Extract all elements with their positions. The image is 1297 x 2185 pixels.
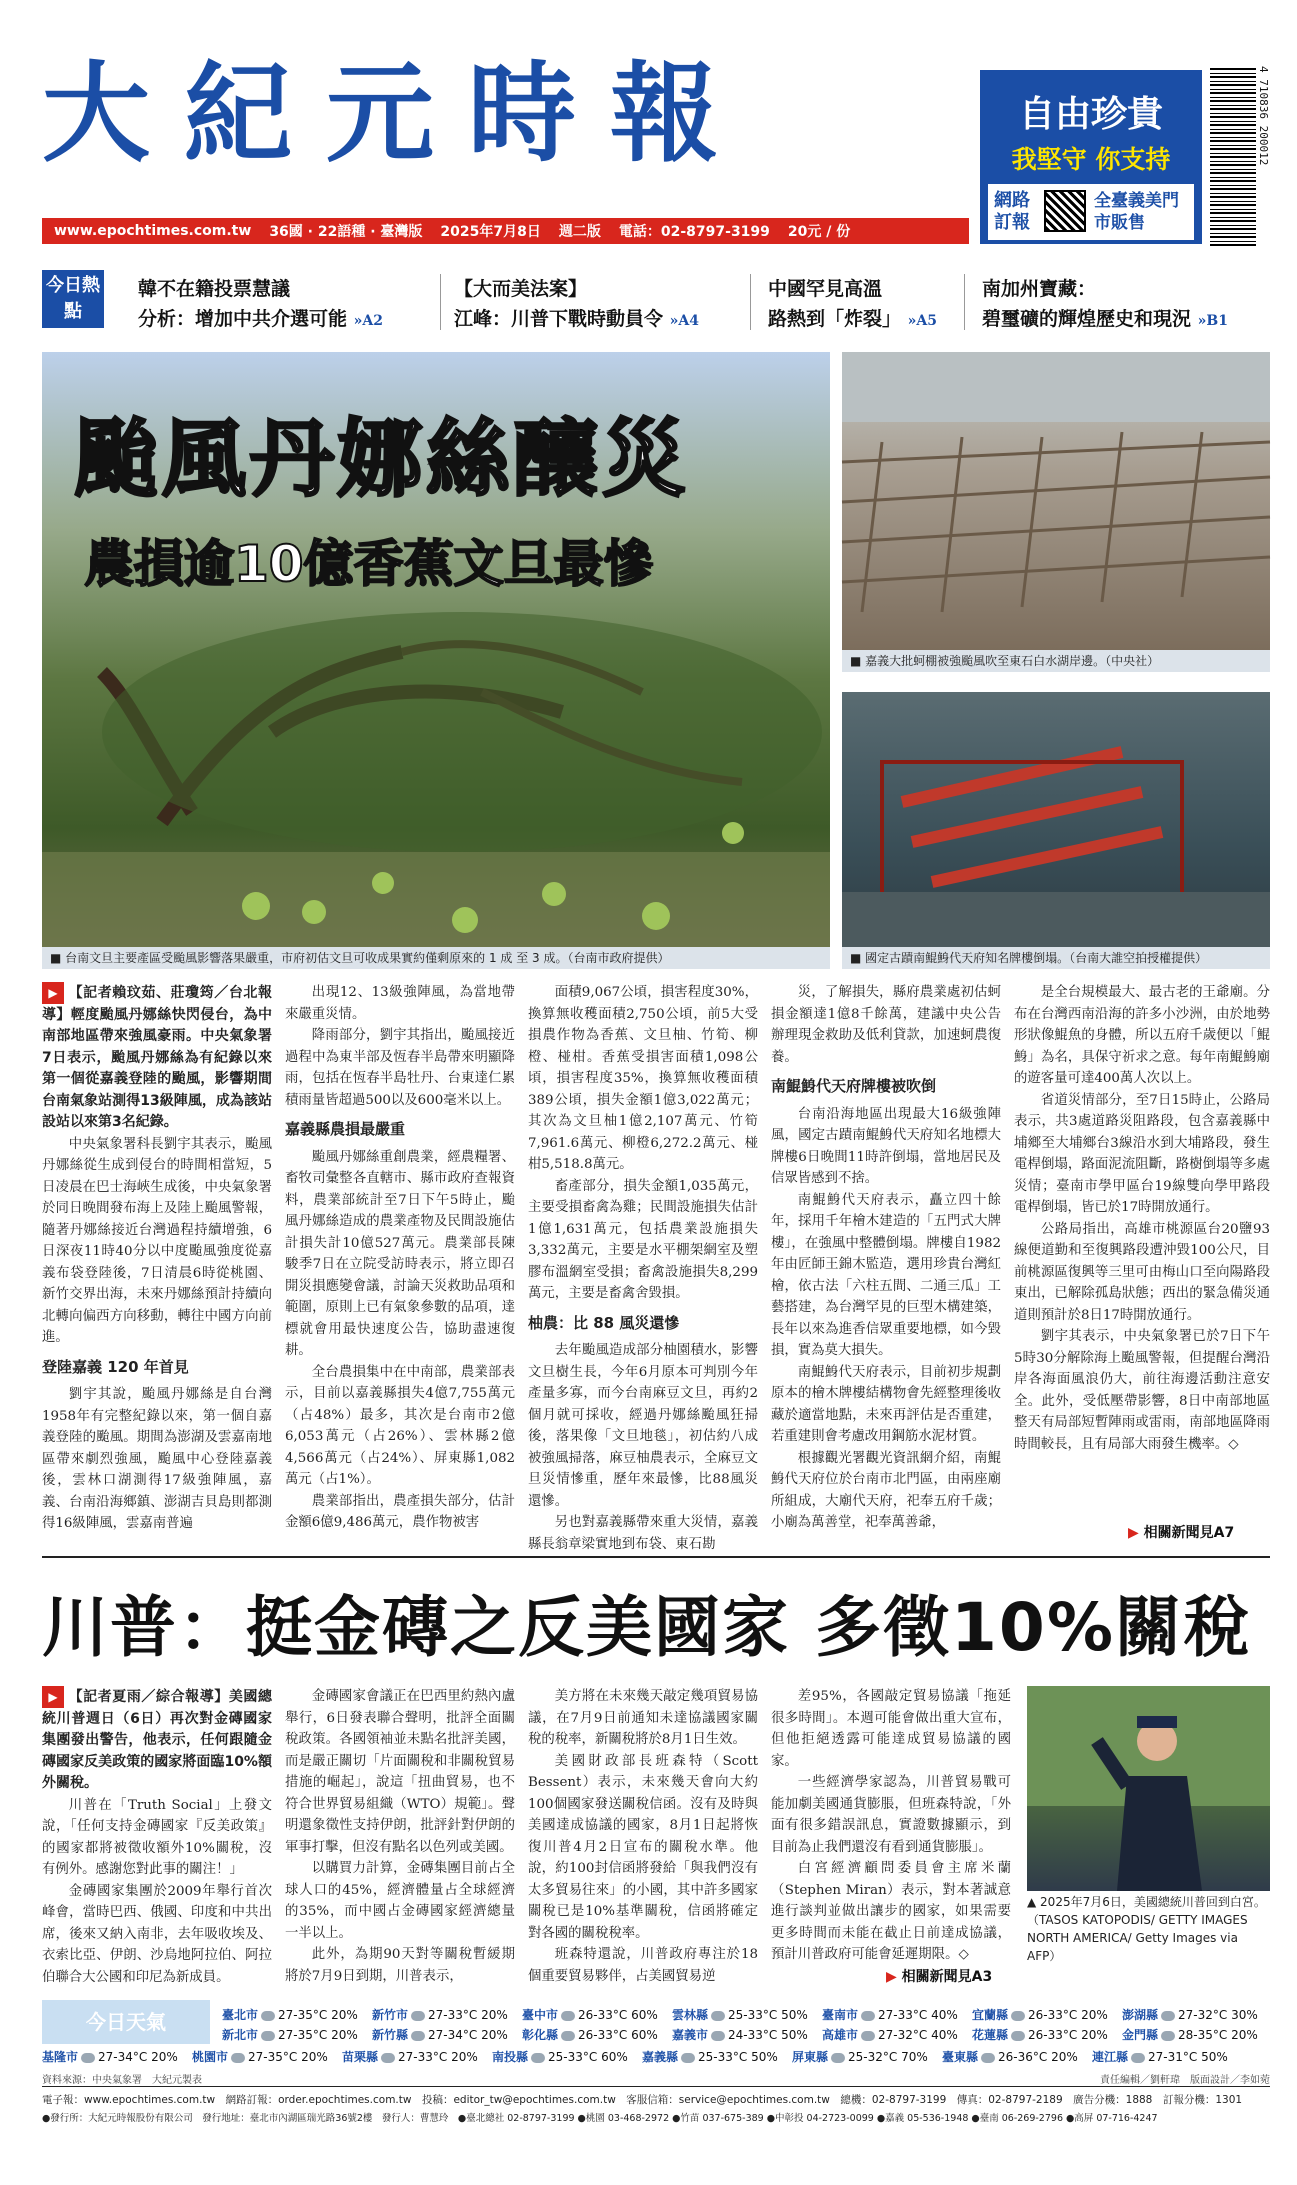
promo-store-label: 全臺義美門市販售 [1094,191,1179,233]
weather-cell [222,2004,358,2026]
weather-rain: 60% [631,2028,658,2042]
weather-cell [522,2024,658,2046]
oyster-photo-caption: ■ 嘉義大批蚵棚被強颱風吹至東石白水湖岸邊。（中央社） [842,650,1270,672]
weather-city: 新竹市 [372,2008,409,2022]
weather-temp: 27-31°C [1148,2050,1198,2064]
paragraph: 面積9,067公頃，損害程度30%，換算無收穫面積2,750公頃，前5大受損農作物為香蕉、文旦柚、竹筍、柳橙、椪柑。香蕉受損害面積1,098公頃，損害程度35%，換算無收穫面積389公頃，損失金額1億3,022萬元；其次為文旦柚1億2,107萬元、竹筍7,961.6萬元、柳橙6,272.2萬元、椪柑5,518.8萬元。 [528,985,758,1172]
weather-city: 連江縣 [1092,2050,1129,2064]
weather-temp: 26-33°C [578,2008,628,2022]
today-badge: 今日熱點 [42,270,104,328]
weather-temp: 26-33°C [1028,2028,1078,2042]
paragraph: 去年颱風造成部分柚園積水，影響文旦樹生長，今年6月原本可判別今年產量多寡，而今台南麻豆文旦，再約2個月就可採收，經過丹娜絲颱風狂掃後，落果像「文旦地毯」，初估約八成被強風掃落，麻豆柚農表示，全麻豆文旦災情慘重，歷年來最慘，比88風災還慘。 [528,1343,758,1509]
weather-cell [342,2046,478,2068]
paragraph: 災，了解損失，縣府農業處初估蚵損金額達1億8千餘萬，建議中央公告辦理現金救助及低利貸款，加速蚵農復養。 [771,985,1001,1065]
article-marker-icon: ▶ [42,1686,64,1708]
weather-city: 新北市 [222,2028,259,2042]
weather-city: 臺中市 [522,2008,559,2022]
typhoon-article-col4 [771,982,1001,1532]
trump-headline: 川普：挺金磚之反美國家 多徵10%關稅 [42,1589,1251,1666]
highlight-line2: 碧璽礦的輝煌歷史和現況 [982,308,1192,330]
weather-city: 桃園市 [192,2050,229,2064]
weather-temp: 28-35°C [1178,2028,1228,2042]
cloud-icon [561,2011,575,2021]
weather-cell [972,2004,1108,2026]
highlight-page: A4 [678,313,699,329]
related-link-text: 相關新聞見A7 [1143,1525,1235,1541]
paragraph: 美方將在未來幾天敲定幾項貿易協議，在7月9日前通知未達協議國家關稅的稅率，新關稅將於8月1日生效。 [528,1689,758,1747]
contact-phone: 電話：02-8797-3199 [618,224,770,240]
weather-city: 基隆市 [42,2050,79,2064]
cloud-icon [861,2011,875,2021]
paragraph: 此外，為期90天對等關稅暫緩期將於7月9日到期，川普表示， [285,1947,515,1984]
weather-city: 屏東縣 [792,2050,829,2064]
weather-cell [672,2024,808,2046]
weather-city: 臺南市 [822,2008,859,2022]
article-marker-icon: ▶ [42,982,64,1004]
masthead-title: 大紀元時報 [42,52,753,177]
highlight-item[interactable]: 南加州寶藏： 碧璽礦的輝煌歷史和現況 »B1 [982,274,1228,336]
paragraph: 根據觀光署觀光資訊網介紹，南鯤鯓代天府位於台南市北門區，由兩座廟所組成，大廟代天府，祀奉五府千歲；小廟為萬善堂，祀奉萬善爺， [771,1450,1001,1530]
cloud-icon [1011,2011,1025,2021]
paragraph: 另也對嘉義縣帶來重大災情，嘉義縣長翁章梁實地到布袋、東石勘 [528,1515,758,1552]
promo-slogan: 自由珍貴 [1018,94,1163,135]
oyster-racks-illustration [842,352,1270,650]
weather-city: 花蓮縣 [972,2028,1009,2042]
weather-city: 南投縣 [492,2050,529,2064]
oyster-racks-photo [842,352,1270,650]
weather-city: 臺東縣 [942,2050,979,2064]
weather-city: 嘉義市 [672,2028,709,2042]
issue-date: 2025年7月8日 [440,224,541,240]
paragraph: 全台農損集中在中南部，農業部表示，目前以嘉義縣損失4億7,755萬元（占48%）最多，其次是台南市2億6,053萬元（占26%）、雲林縣2億4,566萬元（占24%）、屏東縣1,082萬元（占1%）。 [285,1364,515,1487]
paragraph: 班森特還說，川普政府專注於18個重要貿易夥伴，占美國貿易逆 [528,1947,758,1984]
person-illustration [1027,1686,1270,1891]
typhoon-subhead: 農損逾10億香蕉文旦最慘 [84,535,654,593]
paragraph: 中央氣象署科長劉宇其表示，颱風丹娜絲從生成到侵台的時間相當短，5日凌晨在巴士海峽生成後，中央氣象署於同日晚間發布海上及陸上颱風警報，隨著丹娜絲接近台灣過程持續增強，6日深夜11時40分以中度颱風強度從嘉義布袋登陸後，7日清晨6時從桃園、新竹交界出海，未來丹娜絲預計持續向北轉向偏西方向移動，轉往中國方向前進。 [42,1136,272,1345]
weather-rain: 60% [601,2050,628,2064]
weather-temp: 27-32°C [1178,2008,1228,2022]
paragraph: 劉宇其說，颱風丹娜絲是自台灣1958年有完整紀錄以來，第一個自嘉義登陸的颱風。期間為澎湖及雲嘉南地區帶來劇烈強風，颱風中心登陸嘉義後，雲林口湖測得17級強陣風，嘉義、台南沿海鄉鎮、澎湖吉貝島則都測得16級陣風，雲嘉南普遍 [42,1387,272,1531]
paragraph: 差95%，各國敲定貿易協議「拖延很多時間」。本週可能會做出重大宣布，但他拒絕透露可能達成貿易協議的國家。 [771,1689,1011,1769]
weather-city: 金門縣 [1122,2028,1159,2042]
trump-article-col4 [771,1686,1011,1966]
weather-city: 彰化縣 [522,2028,559,2042]
weather-cell [942,2046,1078,2068]
weather-temp: 27-35°C [248,2050,298,2064]
pomelo-fruit [242,892,270,920]
paragraph: 以購買力計算，金磚集團目前占全球人口的45%，經濟體量占全球經濟的35%，而中國占金磚國家經濟總量一半以上。 [285,1861,515,1941]
cloud-icon [831,2053,845,2063]
highlight-line1: 韓不在籍投票慧議 [138,278,291,300]
paragraph: 川普在「Truth Social」上發文說，「任何支持金磚國家『反美政策』的國家都將被徵收額外10%關稅，沒有例外。感謝您對此事的關注！」 [42,1797,272,1877]
weather-rain: 40% [931,2008,958,2022]
cloud-icon [681,2053,695,2063]
paragraph: 南鯤鯓代天府表示，矗立四十餘年，採用千年檜木建造的「五門式大牌樓」，在強風中整體倒塌。牌樓自1982年由匠師王錦木監造，選用珍貴台灣紅檜，依古法「六柱五間、二通三瓜」工藝搭建，為台灣罕見的巨型木構建築，長年以來為進香信眾重要地標，如今毀損，實為莫大損失。 [771,1192,1001,1358]
cloud-icon [261,2011,275,2021]
weather-cell [1122,2024,1258,2046]
weather-cell [372,2024,508,2046]
weather-temp: 27-35°C [278,2008,328,2022]
typhoon-headline: 颱風丹娜絲釀災 [74,410,691,508]
weather-source: 資料來源：中央氣象署 大紀元製表 [42,2075,202,2086]
weather-city: 嘉義縣 [642,2050,679,2064]
pomelo-fruit [642,902,670,930]
weather-cell [1122,2004,1258,2026]
weather-cell [672,2004,808,2026]
promo-tagline: 我堅守 你支持 [1011,145,1171,174]
highlight-line1: 南加州寶藏： [982,278,1097,300]
related-link-text: 相關新聞見A3 [901,1969,993,1985]
weather-rain: 60% [631,2008,658,2022]
cloud-icon [1161,2031,1175,2041]
weather-rain: 20% [481,2028,508,2042]
typhoon-article-col1 [42,982,272,1532]
weather-temp: 25-33°C [698,2050,748,2064]
paragraph: 台南沿海地區出現最大16級強陣風，國定古蹟南鯤鯓代天府知名地標大牌樓6日晚間11時許倒塌，當地居民及信眾皆感到不捨。 [771,1106,1001,1186]
typhoon-article-col3 [528,982,758,1552]
cloud-icon [981,2053,995,2063]
cloud-icon [711,2031,725,2041]
highlight-line2: 江峰：川普下戰時動員令 [454,308,664,330]
trump-related-link[interactable] [886,1966,992,1986]
divider [750,274,751,330]
paragraph: 美國財政部長班森特（Scott Bessent）表示，未來幾天會向大約100個國家發送關稅信函。沒有及時與美國達成協議的國家，8月1日起將恢復川普4月2日宣布的關稅水準。他說，約100封信函將發給「與我們沒有太多貿易往來」的小國，其中許多國家關稅已是10%基準關稅，信函將確定對各國的關稅稅率。 [528,1753,758,1941]
highlight-item[interactable]: 【大而美法案】 江峰：川普下戰時動員令 »A4 [454,274,699,336]
footer-publisher: ●發行所：大紀元時報股份有限公司 發行地址：臺北市內湖區瑞光路36號2樓 發行人：曹慧玲 ●臺北總社 02-8797-3199 ●桃園 03-468-2972 ●竹苗 037-675-389 ●中彰投 04-2723-0099 ●嘉義 05-536-1948 ●臺南 06-269-2796 ●高屏 07-716-4247 [42,2113,1158,2124]
issue-weekday: 週二版 [558,224,601,240]
weather-cell [972,2024,1108,2046]
weather-cell [222,2024,358,2046]
collapsed-archway-illustration [842,692,1270,947]
weather-cell [1092,2046,1228,2068]
highlight-item[interactable]: 中國罕見高溫 路熱到「炸裂」 »A5 [768,274,937,336]
paragraph: 出現12、13級強陣風，為當地帶來嚴重災情。 [285,985,515,1022]
weather-temp: 25-33°C [728,2008,778,2022]
weather-rain: 30% [1231,2008,1258,2022]
weather-label: 今日天氣 [42,2000,210,2044]
cloud-icon [861,2031,875,2041]
highlight-line1: 【大而美法案】 [454,278,588,300]
paragraph: 白宮經濟顧問委員會主席米蘭（Stephen Miran）表示，對本著誠意進行談判並做出讓步的國家，如果需要更多時間而未能在截止日前達成協議，預計川普政府可能會延遲期限。◇ [771,1861,1011,1962]
weather-cell [822,2004,958,2026]
section-subhead: 柚農：比 88 風災還慘 [528,1313,680,1332]
today-highlights [42,262,1270,332]
highlight-line2: 路熱到「炸裂」 [768,308,902,330]
weather-rain: 20% [151,2050,178,2064]
paragraph: 金磚國家會議正在巴西里約熱內盧舉行，6日發表聯合聲明，批評全面關稅政策。各國領袖並未點名批評美國，而是嚴正關切「片面關稅和非關稅貿易措施的崛起」，說這「扭曲貿易，也不符合世界貿易組織（WTO）規範」。聲明還象徵性支持伊朗，批評針對伊朗的軍事打擊，但沒有點名以色列或美國。 [285,1689,515,1855]
weather-temp: 26-33°C [1028,2008,1078,2022]
promo-online-label: 網路訂報 [994,190,1030,233]
weather-rain: 50% [781,2028,808,2042]
typhoon-related-link[interactable] [1128,1522,1234,1542]
weather-cell [492,2046,628,2068]
pomelo-fruit [542,882,566,906]
weather-city: 臺北市 [222,2008,259,2022]
cloud-icon [411,2011,425,2021]
page-editors: 責任編輯／劉軒瑋 版面設計／李如菀 [1100,2075,1270,2086]
trump-article-col3 [528,1686,758,1986]
weather-temp: 27-34°C [98,2050,148,2064]
weather-city: 雲林縣 [672,2008,709,2022]
divider [440,274,441,330]
typhoon-article-col2 [285,982,515,1532]
weather-cell [822,2024,958,2046]
trump-lead: 【記者夏雨／綜合報導】美國總統川普週日（6日）再次對金磚國家集團發出警告，他表示，任何跟隨金磚國家反美政策的國家將面臨10%額外關稅。 [42,1689,272,1791]
cloud-icon [1161,2011,1175,2021]
cloud-icon [231,2053,245,2063]
weather-city: 新竹縣 [372,2028,409,2042]
weather-temp: 26-33°C [578,2028,628,2042]
qr-code-icon[interactable] [1044,190,1086,232]
weather-rain: 20% [1051,2050,1078,2064]
cloud-icon [411,2031,425,2041]
subscription-promo[interactable] [980,70,1202,244]
weather-temp: 25-33°C [548,2050,598,2064]
weather-cell [522,2004,658,2026]
weather-rain: 50% [1201,2050,1228,2064]
highlight-page: B1 [1206,313,1228,329]
cloud-icon [531,2053,545,2063]
footer-contacts: 電子報：www.epochtimes.com.tw 網路訂報：order.epochtimes.com.tw 投稿：editor_tw@epochtimes.com.tw 客服信箱：service@epochtimes.com.tw 總機：02-8797-3199 傳真：02-8797-2189 廣告分機：1888 訂報分機：1301 [42,2094,1243,2106]
weather-rain: 70% [901,2050,928,2064]
highlight-line1: 中國罕見高溫 [768,278,883,300]
trump-photo [1027,1686,1270,1891]
paragraph: 金磚國家集團於2009年舉行首次峰會，當時巴西、俄國、印度和中共出席，後來又納入南非，去年吸收埃及、衣索比亞、伊朗、沙烏地阿拉伯、阿拉伯聯合大公國和印尼為新成員。 [42,1883,272,1985]
weather-rain: 50% [751,2050,778,2064]
archway-photo-caption: ■ 國定古蹟南鯤鯓代天府知名牌樓倒塌。（台南大誰空拍授權提供） [842,947,1270,969]
weather-rain: 20% [481,2008,508,2022]
issue-price: 20元 / 份 [787,224,851,240]
weather-cell [792,2046,928,2068]
weather-temp: 27-35°C [278,2028,328,2042]
weather-temp: 24-33°C [728,2028,778,2042]
paragraph: 降雨部分，劉宇其指出，颱風接近過程中為東半部及恆春半島帶來明顯降雨，包括在恆春半島牡丹、台東達仁累積雨量皆超過500以及600毫米以上。 [285,1028,515,1108]
weather-cell [192,2046,328,2068]
weather-city: 宜蘭縣 [972,2008,1009,2022]
paragraph: 劉宇其表示，中央氣象署已於7日下午5時30分解除海上颱風警報，但提醒台灣沿岸各海面風浪仍大，前往海邊活動注意安全。此外，受低壓帶影響，8日中南部地區整天有局部短暫陣雨或雷雨，南部地區降雨時間較長，且有局部大雨發生機率。◇ [1014,1329,1270,1452]
chevron-right-icon: ▶ [886,1969,897,1985]
barcode-icon [1210,66,1256,246]
main-photo-caption: ■ 台南文旦主要產區受颱風影響落果嚴重，市府初估文旦可收成果實約僅剩原來的 1 成 至 3 成。（台南市政府提供） [42,947,830,969]
trump-article-col1 [42,1686,272,1986]
weather-rain: 20% [331,2028,358,2042]
chevron-right-icon: ▶ [1128,1525,1139,1541]
weather-temp: 25-32°C [848,2050,898,2064]
weather-rain: 20% [1231,2028,1258,2042]
highlight-line2: 分析：增加中共介選可能 [138,308,348,330]
edition-info: 36國 · 22語種 · 臺灣版 [269,224,423,240]
cloud-icon [81,2053,95,2063]
paragraph: 是全台規模最大、最古老的王爺廟。分布在台灣西南沿海的許多小沙洲，由於地勢形狀像鯤魚的身體，所以五府千歲便以「鯤鯓」為名，具保守祈求之意。每年南鯤鯓廟的遊客量可達400萬人次以上。 [1014,985,1270,1086]
cloud-icon [381,2053,395,2063]
paragraph: 畜產部分，損失金額1,035萬元，主要受損畜禽為雞；民間設施損失估計1億1,631萬元，包括農業設施損失3,332萬元，主要是水平棚架網室及塑膠布溫網室受損；畜禽設施損失8,299萬元，主要是畜禽舍毀損。 [528,1178,758,1301]
trump-article-col2 [285,1686,515,1986]
section-subhead: 南鯤鯓代天府牌樓被吹倒 [771,1077,937,1095]
weather-rain: 20% [301,2050,328,2064]
pomelo-fruit [372,872,394,894]
cloud-icon [261,2031,275,2041]
section-subhead: 嘉義縣農損最嚴重 [285,1120,406,1138]
masthead-info-bar [42,218,969,244]
weather-rain: 50% [781,2008,808,2022]
paragraph: 南鯤鯓代天府表示，目前初步規劃原本的檜木牌樓結構物會先經整理後收藏於適當地點，未來再評估是否重建，若重建則會考慮改用鋼筋水泥材質。 [771,1364,1001,1444]
weather-temp: 26-36°C [998,2050,1048,2064]
weather-rain: 20% [1081,2028,1108,2042]
section-divider [42,1556,1270,1558]
weather-rain: 20% [1081,2008,1108,2022]
section-subhead: 登陸嘉義 120 年首見 [42,1357,189,1376]
paragraph: 省道災情部分，至7日15時止，公路局表示，共3處道路災阻路段，包含嘉義縣中埔鄉至大埔鄉台3線沿水到大埔路段，發生電桿倒塌，路面泥流阻斷，路樹倒塌等多處災情；臺南市學甲區台19線雙向學甲路段電桿倒塌，皆已於17時開放通行。 [1014,1092,1270,1215]
weather-temp: 27-34°C [428,2028,478,2042]
trump-photo-caption: ▲ 2025年7月6日，美國總統川普回到白宮。（TASOS KATOPODIS/ GETTY IMAGES NORTH AMERICA/ Getty Images via AFP） [1027,1895,1266,1963]
barcode-number: 4 710836 200012 [1257,66,1270,166]
weather-cell [42,2046,178,2068]
weather-city: 高雄市 [822,2028,859,2042]
paragraph: 公路局指出，高雄市桃源區台20鹽93線便道勤和至復興路段遭沖毀100公尺，目前桃源區復興等三里可由梅山口至向陽路段東出，已解除孤島狀態；西出的緊急備災通道則預計於8日17時開放通行。 [1014,1221,1270,1323]
typhoon-lead: 【記者賴玟茹、莊瓊筠／台北報導】輕度颱風丹娜絲快閃侵台，為中南部地區帶來強風豪雨。中央氣象署7日表示，颱風丹娜絲為有紀錄以來第一個從嘉義登陸的颱風，影響期間台南氣象站測得13級陣風，成為該站設站以來第3名紀錄。 [42,985,272,1130]
typhoon-main-photo [42,352,830,947]
highlight-item[interactable]: 韓不在籍投票慧議 分析：增加中共介選可能 »A2 [138,274,383,336]
weather-rain: 20% [331,2008,358,2022]
weather-rain: 20% [451,2050,478,2064]
weather-city: 澎湖縣 [1122,2008,1159,2022]
divider [964,274,965,330]
cloud-icon [561,2031,575,2041]
cloud-icon [1131,2053,1145,2063]
cloud-icon [1011,2031,1025,2041]
archway-photo [842,692,1270,947]
paragraph: 颱風丹娜絲重創農業，經農糧署、畜牧司彙整各直轄市、縣市政府查報資料，農業部統計至7日下午5時止，颱風丹娜絲造成的農業產物及民間設施估計損失計10億527萬元。農業部長陳駿季7日在立院受訪時表示，將立即召開災損應變會議，討論天災救助品項和範圍，原則上已有氣象參數的品項，達標就會用最快速度公告，協助盡速復耕。 [285,1149,515,1358]
pomelo-fruit [302,900,326,924]
weather-cell [372,2004,508,2026]
site-url[interactable]: www.epochtimes.com.tw [54,223,252,239]
promo-box [988,184,1194,240]
paragraph: 一些經濟學家認為，川普貿易戰可能加劇美國通貨膨脹，但班森特說，「外面有很多錯誤訊息，實證數據顯示，到目前為止我們還沒有看到通貨膨脹」。 [771,1775,1011,1855]
pomelo-fruit [452,907,478,933]
footer-divider [42,2086,1270,2087]
weather-cell [642,2046,778,2068]
weather-city: 苗栗縣 [342,2050,379,2064]
weather-temp: 27-33°C [398,2050,448,2064]
weather-temp: 27-33°C [428,2008,478,2022]
highlight-page: A2 [362,313,383,329]
weather-table [42,2000,1270,2068]
weather-temp: 27-32°C [878,2028,928,2042]
highlight-page: A5 [916,313,937,329]
pomelo-fruit [722,822,744,844]
cloud-icon [711,2011,725,2021]
weather-rain: 40% [931,2028,958,2042]
weather-temp: 27-33°C [878,2008,928,2022]
typhoon-article-col5 [1014,982,1270,1512]
paragraph: 農業部指出，農產損失部分，估計金額6億9,486萬元，農作物被害 [285,1493,515,1530]
